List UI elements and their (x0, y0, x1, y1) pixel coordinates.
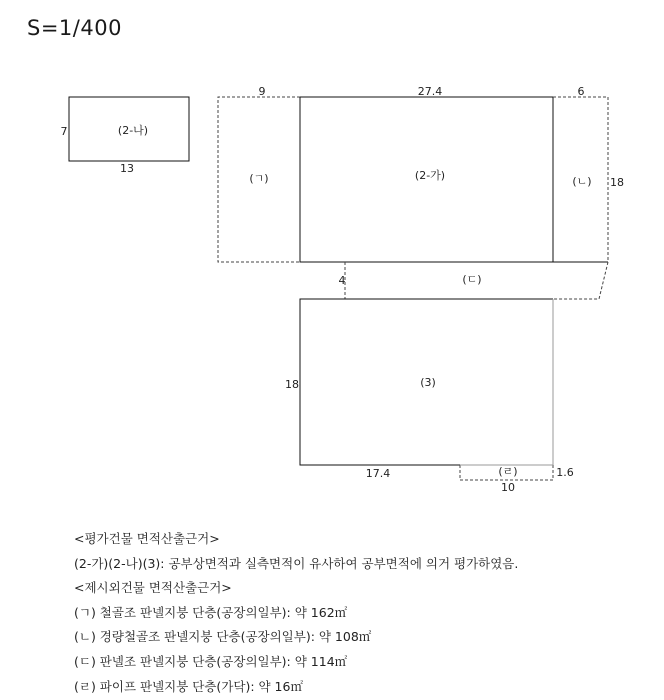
dim-shed-height: 1.6 (556, 466, 574, 479)
dim-bottom-width: 17.4 (365, 467, 391, 480)
scale-label: S=1/400 (27, 16, 122, 40)
annex-rieul-label: (ㄹ) (498, 465, 518, 478)
dim-shed-width: 10 (501, 481, 515, 494)
area-calculation-notes (74, 527, 518, 699)
building-2ga-label: (2-가) (414, 169, 446, 182)
annex-digeut-label: (ㄷ) (462, 273, 482, 286)
dim-left-height: 18 (285, 378, 299, 391)
dim-gap: 4 (338, 274, 346, 287)
notes-line-digeut: (ㄷ) 판넬조 판넬지붕 단층(공장의일부): 약 114㎡ (74, 653, 348, 669)
building-2na-label: (2-나) (117, 124, 149, 137)
annex-giyeok-label: (ㄱ) (249, 172, 269, 185)
notes-line-evaluated: (2-가)(2-나)(3): 공부상면적과 실측면적이 유사하여 공부면적에 의거 평가하였음. (74, 555, 519, 571)
dim-right-height: 18 (610, 176, 624, 189)
building-3-label: (3) (420, 376, 436, 389)
notes-line-nieun: (ㄴ) 경량철골조 판넬지붕 단층(공장의일부): 약 108㎡ (74, 629, 372, 645)
dim-main-top: 27.4 (417, 85, 443, 98)
notes-heading-evaluated: <평가건물 면적산출근거> (74, 531, 220, 546)
notes-heading-excluded: <제시외건물 면적산출근거> (74, 580, 232, 596)
notes-line-giyeok: (ㄱ) 철골조 판넬지붕 단층(공장의일부): 약 162㎡ (74, 604, 348, 620)
dim-right-annex-width: 6 (577, 85, 585, 98)
dim-small-height: 7 (60, 125, 68, 138)
annex-nieun-label: (ㄴ) (572, 175, 592, 188)
notes-line-rieul: (ㄹ) 파이프 판넬지붕 단층(가닥): 약 16㎡ (74, 678, 303, 694)
dim-left-annex-width: 9 (258, 85, 266, 98)
dim-small-width: 13 (120, 162, 134, 175)
